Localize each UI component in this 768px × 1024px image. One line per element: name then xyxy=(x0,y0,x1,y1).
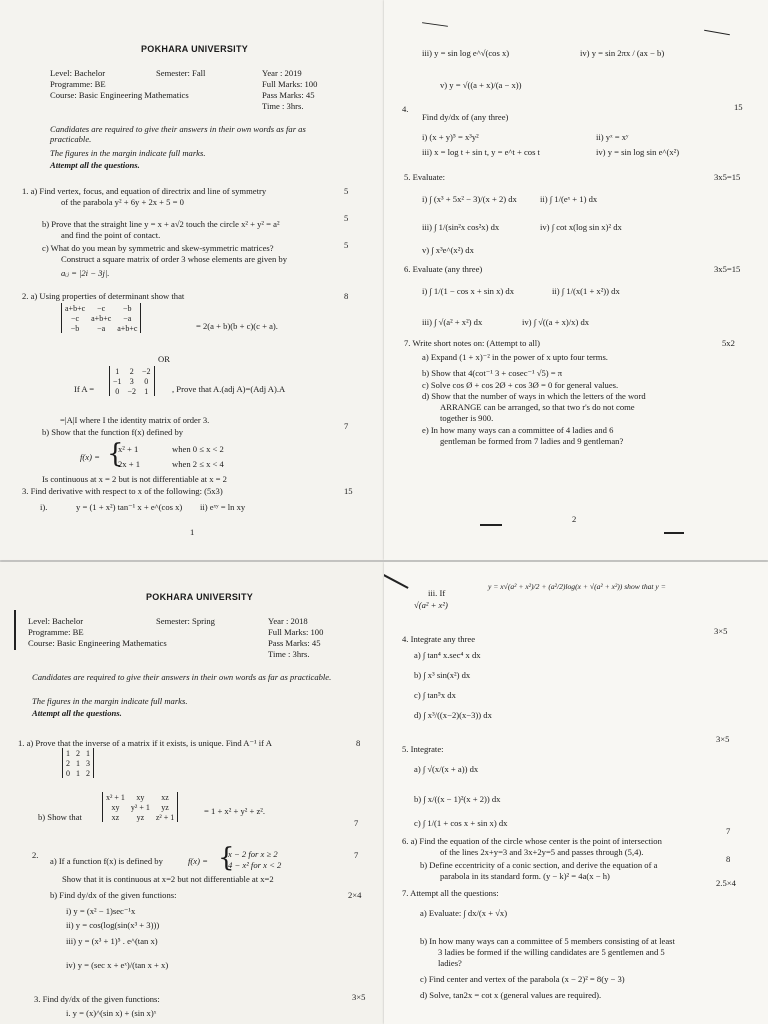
year-label: Year : 2018 xyxy=(268,616,308,626)
q5v-expr: v) ∫ x³e^(x²) dx xyxy=(422,245,474,255)
q4iv-expr: iv) y = sin log sin e^(x²) xyxy=(596,147,680,157)
instructions-3: Attempt all the questions. xyxy=(32,708,122,718)
instructions-3: Attempt all the questions. xyxy=(50,160,140,170)
determinant-rhs: = 2(a + b)(b + c)(c + a). xyxy=(196,321,278,331)
scan-mark xyxy=(14,610,16,650)
q5a-expr: a) ∫ √(x/(x + a)) dx xyxy=(414,764,479,774)
q7b-text: b) In how many ways can a committee of 5 members consisting of at least xyxy=(420,936,675,946)
q6iv-expr: iv) ∫ √((a + x)/x) dx xyxy=(522,317,590,327)
semester-label: Semester: Fall xyxy=(156,68,206,78)
q4ii-expr: ii) yˣ = xʸ xyxy=(596,132,629,142)
q3iii-expr-2: √(a² + x²) xyxy=(414,600,448,610)
determinant-cell: −a xyxy=(123,313,132,323)
university-title: POKHARA UNIVERSITY xyxy=(141,44,249,54)
scan-mark xyxy=(422,22,448,27)
determinant-row xyxy=(103,802,177,812)
determinant-cell: yz xyxy=(136,812,145,822)
marks-q1b: 7 xyxy=(354,818,359,828)
q6iii-expr: iii) ∫ √(a² + x²) dx xyxy=(422,317,483,327)
q5iii-expr: iii) ∫ 1/(sin²x cos²x) dx xyxy=(422,222,500,232)
fx-piece-2: 2x + 1 xyxy=(118,459,141,469)
determinant-cell: −c xyxy=(97,303,106,313)
q7a-text: a) Expand (1 + x)⁻² in the power of x upto four terms. xyxy=(422,352,608,362)
q7a-text: a) Evaluate: ∫ dx/(x + √x) xyxy=(420,908,508,918)
q4b-expr: b) ∫ x³ sin(x²) dx xyxy=(414,670,471,680)
full-marks-label: Full Marks: 100 xyxy=(268,627,324,637)
q3-text: 3. Find dy/dx of the given functions: xyxy=(34,994,160,1004)
matrix-cell: −1 xyxy=(113,376,122,386)
determinant-row xyxy=(103,792,177,802)
year-label: Year : 2019 xyxy=(262,68,302,78)
q1c-text-2: Construct a square matrix of order 3 whose elements are given by xyxy=(61,254,287,264)
q4a-expr: a) ∫ tan⁴ x.sec⁴ x dx xyxy=(414,650,481,660)
q7c-text: c) Solve cos Ø + cos 2Ø + cos 3Ø = 0 for general values. xyxy=(422,380,619,390)
q7b-text-2: 3 ladies be formed if the willing candidates are 5 gentlemen and 5 xyxy=(438,947,665,957)
marks-q4: 15 xyxy=(734,102,743,112)
matrix-a xyxy=(109,366,155,396)
marks-q6: 3x5=15 xyxy=(714,264,741,274)
course-label: Course: Basic Engineering Mathematics xyxy=(50,90,189,100)
q2a-text: 2. a) Using properties of determinant show that xyxy=(22,291,185,301)
q6b-text-2: parabola in its standard form. (y − k)² = 4a(x − h) xyxy=(440,871,610,881)
marks-q3: 3×5 xyxy=(352,992,366,1002)
instructions-1: Candidates are required to give their answers in their own words as far as practicable. xyxy=(50,124,306,144)
instructions-2: The figures in the margin indicate full marks. xyxy=(32,696,188,706)
q2-number: 2. xyxy=(32,850,39,860)
identity-text: =|A|I where I the identity matrix of order 3. xyxy=(60,415,210,425)
q2b-text: b) Show that the function f(x) defined by xyxy=(42,427,184,437)
pass-marks-label: Pass Marks: 45 xyxy=(268,638,321,648)
q1a-text-2: of the parabola y² + 6y + 2x + 5 = 0 xyxy=(61,197,184,207)
q3i-expr: i. y = (x)^(sin x) + (sin x)ˣ xyxy=(66,1008,157,1018)
q3v-expr: v) y = √((a + x)/(a − x)) xyxy=(440,80,522,90)
q1b-text: b) Prove that the straight line y = x + a√2 touch the circle x² + y² = a² xyxy=(42,219,280,229)
q3iv-expr: iv) y = sin 2πx / (ax − b) xyxy=(580,48,665,58)
determinant-cell: z² + 1 xyxy=(155,812,175,822)
q7c-text: c) Find center and vertex of the parabola (x − 2)² = 8(y − 3) xyxy=(420,974,625,984)
fx-label: f(x) = xyxy=(80,452,100,462)
matrix-cell: −2 xyxy=(142,366,151,376)
fx-label: f(x) = xyxy=(188,856,208,866)
marks-q6a: 7 xyxy=(726,826,731,836)
matrix-row xyxy=(63,768,93,778)
q4i-expr: i) (x + y)⁵ = x³y² xyxy=(422,132,479,142)
q7d-text: d) Solve, tan2x = cot x (general values are required). xyxy=(420,990,602,1000)
q2biii-expr: iii) y = (x³ + 1)⁵ . e^(tan x) xyxy=(66,936,158,946)
q5-text: 5. Integrate: xyxy=(402,744,444,754)
q6i-expr: i) ∫ 1/(1 − cos x + sin x) dx xyxy=(422,286,515,296)
q2bii-expr: ii) y = cos(log(sin(x³ + 3))) xyxy=(66,920,160,930)
determinant-q2a xyxy=(61,303,141,333)
q4-text: Find dy/dx of (any three) xyxy=(422,112,509,122)
determinant-cell: x² + 1 xyxy=(106,792,125,802)
q7b-text: b) Show that 4(cot⁻¹ 3 + cosec⁻¹ √5) = π xyxy=(422,368,563,378)
marks-q5: 3x5=15 xyxy=(714,172,741,182)
exam-page-2018-page2 xyxy=(384,562,768,1024)
matrix-row xyxy=(63,758,93,768)
q4d-expr: d) ∫ x³/((x−2)(x−3)) dx xyxy=(414,710,492,720)
matrix-cell: 2 xyxy=(76,748,80,758)
determinant-cell: −c xyxy=(71,313,80,323)
determinant-row xyxy=(62,313,140,323)
time-label: Time : 3hrs. xyxy=(262,101,304,111)
matrix-cell: 3 xyxy=(129,376,134,386)
q3i-label: i). xyxy=(40,502,48,512)
instructions-2: The figures in the margin indicate full marks. xyxy=(50,148,206,158)
q6ii-expr: ii) ∫ 1/(x(1 + x²)) dx xyxy=(552,286,620,296)
determinant-cell: −b xyxy=(123,303,132,313)
matrix-cell: 1 xyxy=(115,366,120,376)
marks-q2a: 8 xyxy=(344,291,349,301)
scan-mark xyxy=(384,573,409,588)
q7-text: 7. Write short notes on: (Attempt to all) xyxy=(404,338,541,348)
determinant-row xyxy=(62,303,140,313)
determinant-cell: a+b+c xyxy=(117,323,138,333)
q4-text: 4. Integrate any three xyxy=(402,634,476,644)
matrix-cell: 1 xyxy=(66,748,70,758)
matrix-cell: 0 xyxy=(66,768,70,778)
marks-q3: 15 xyxy=(344,486,353,496)
matrix-cell: 2 xyxy=(86,768,90,778)
q1c-text-3: aᵢⱼ = |2i − 3j|. xyxy=(61,268,110,278)
q1b-text: b) Show that xyxy=(38,812,82,822)
q4-number: 4. xyxy=(402,104,409,114)
determinant-cell: −a xyxy=(97,323,106,333)
matrix-row xyxy=(110,386,154,396)
q5c-expr: c) ∫ 1/(1 + cos x + sin x) dx xyxy=(414,818,508,828)
course-label: Course: Basic Engineering Mathematics xyxy=(28,638,167,648)
scan-mark xyxy=(664,532,684,534)
q3ii-expr: ii) eˣʸ = ln xy xyxy=(200,502,246,512)
semester-label: Semester: Spring xyxy=(156,616,215,626)
marks-q4: 3×5 xyxy=(714,626,728,636)
q2bi-expr: i) y = (x² − 1)sec⁻¹x xyxy=(66,906,136,916)
q7d-text: d) Show that the number of ways in which the letters of the word xyxy=(422,391,646,401)
full-marks-label: Full Marks: 100 xyxy=(262,79,318,89)
matrix-cell: 1 xyxy=(76,768,80,778)
marks-q7: 2.5×4 xyxy=(716,878,736,888)
marks-q2b: 7 xyxy=(344,421,349,431)
determinant-cell: xy xyxy=(111,802,120,812)
programme-label: Programme: BE xyxy=(50,79,106,89)
marks-q1a: 5 xyxy=(344,186,349,196)
pass-marks-label: Pass Marks: 45 xyxy=(262,90,315,100)
fx-cond-1: when 0 ≤ x < 2 xyxy=(172,444,224,454)
q2biv-expr: iv) y = (sec x + eˣ)/(tan x + x) xyxy=(66,960,169,970)
scan-mark xyxy=(480,524,502,526)
marks-q1c: 5 xyxy=(344,240,349,250)
marks-q1a: 8 xyxy=(356,738,361,748)
matrix-cell: 3 xyxy=(86,758,90,768)
q1a-text: 1. a) Prove that the inverse of a matrix if it exists, is unique. Find A⁻¹ if A xyxy=(18,738,272,748)
programme-label: Programme: BE xyxy=(28,627,84,637)
q3iii-expr: iii) y = sin log e^√(cos x) xyxy=(422,48,510,58)
matrix-cell: 0 xyxy=(115,386,120,396)
level-label: Level: Bachelor xyxy=(50,68,106,78)
determinant-rhs: = 1 + x² + y² + z². xyxy=(204,806,266,816)
determinant-row xyxy=(62,323,140,333)
determinant-cell: a+b+c xyxy=(65,303,86,313)
matrix-row xyxy=(63,748,93,758)
determinant-cell: xz xyxy=(161,792,169,802)
q7d-text-3: together is 900. xyxy=(440,413,494,423)
marks-q5: 3×5 xyxy=(716,734,730,744)
q5ii-expr: ii) ∫ 1/(eˣ + 1) dx xyxy=(540,194,598,204)
or-label: OR xyxy=(158,354,170,364)
matrix-a xyxy=(62,748,94,778)
determinant-q1b xyxy=(102,792,178,822)
q7e-text-2: gentleman be formed from 7 ladies and 9 gentleman? xyxy=(440,436,624,446)
determinant-cell: −b xyxy=(70,323,80,333)
page-number: 2 xyxy=(572,514,577,524)
q1a-text: 1. a) Find vertex, focus, and equation of directrix and line of symmetry xyxy=(22,186,267,196)
q3iii-label: iii. If xyxy=(428,588,446,598)
matrix-row xyxy=(110,366,154,376)
q6-text: 6. Evaluate (any three) xyxy=(404,264,483,274)
q5b-expr: b) ∫ x/((x − 1)²(x + 2)) dx xyxy=(414,794,501,804)
determinant-cell: xy xyxy=(136,792,145,802)
piecewise-brace: { xyxy=(218,843,235,873)
time-label: Time : 3hrs. xyxy=(268,649,310,659)
if-a-label: If A = xyxy=(74,384,95,394)
marks-q6b: 8 xyxy=(726,854,731,864)
page-number: 1 xyxy=(190,527,195,537)
matrix-cell: −2 xyxy=(127,386,137,396)
matrix-cell: 0 xyxy=(144,376,149,386)
fx-piece-2: 4 − x² for x < 2 xyxy=(228,860,282,870)
q5i-expr: i) ∫ (x³ + 5x² − 3)/(x + 2) dx xyxy=(422,194,517,204)
matrix-cell: 1 xyxy=(76,758,80,768)
marks-q7: 5x2 xyxy=(722,338,735,348)
q3i-expr: y = (1 + x²) tan⁻¹ x + e^(cos x) xyxy=(76,502,183,512)
q5-text: 5. Evaluate: xyxy=(404,172,446,182)
fx-piece-1: x − 2 for x ≥ 2 xyxy=(228,849,278,859)
marks-q2b: 2×4 xyxy=(348,890,362,900)
university-title: POKHARA UNIVERSITY xyxy=(146,592,254,602)
marks-q1b: 5 xyxy=(344,213,349,223)
q7-text: 7. Attempt all the questions: xyxy=(402,888,499,898)
q6a-text: 6. a) Find the equation of the circle whose center is the point of intersection xyxy=(402,836,662,846)
exam-page-2018-page1 xyxy=(0,562,384,1024)
scan-mark xyxy=(704,30,730,35)
exam-page-2019-page2 xyxy=(384,0,768,560)
prove-adj-text: , Prove that A.(adj A)=(Adj A).A xyxy=(172,384,286,394)
determinant-cell: yz xyxy=(161,802,169,812)
level-label: Level: Bachelor xyxy=(28,616,84,626)
fx-cond-2: when 2 ≤ x < 4 xyxy=(172,459,224,469)
q1b-text-2: and find the point of contact. xyxy=(61,230,161,240)
q2a-text: a) If a function f(x) is defined by xyxy=(50,856,163,866)
determinant-cell: y² + 1 xyxy=(130,802,150,812)
q1c-text: c) What do you mean by symmetric and skew-symmetric matrices? xyxy=(42,243,274,253)
matrix-cell: 1 xyxy=(144,386,149,396)
q6a-text-2: of the lines 2x+y=3 and 3x+2y=5 and passes through (5,4). xyxy=(440,847,644,857)
matrix-cell: 2 xyxy=(66,758,70,768)
matrix-cell: 1 xyxy=(86,748,90,758)
fx-piece-1: x² + 1 xyxy=(118,444,139,454)
determinant-cell: xz xyxy=(111,812,120,822)
piecewise-brace: { xyxy=(107,439,124,469)
q7d-text-2: ARRANGE can be arranged, so that two r's do not come xyxy=(440,402,635,412)
q3-text: 3. Find derivative with respect to x of the following: (5x3) xyxy=(22,486,223,496)
q2b-text: b) Find dy/dx of the given functions: xyxy=(50,890,177,900)
determinant-cell: a+b+c xyxy=(91,313,112,323)
q5iv-expr: iv) ∫ cot x(log sin x)² dx xyxy=(540,222,622,232)
q6b-text: b) Define eccentricity of a conic section, and derive the equation of a xyxy=(420,860,658,870)
matrix-row xyxy=(110,376,154,386)
determinant-row xyxy=(103,812,177,822)
matrix-cell: 2 xyxy=(129,366,134,376)
q4iii-expr: iii) x = log t + sin t, y = e^t + cos t xyxy=(422,147,540,157)
marks-q2a: 7 xyxy=(354,850,359,860)
q7b-text-3: ladies? xyxy=(438,958,462,968)
q2a-end: Show that it is continuous at x=2 but not differentiable at x=2 xyxy=(62,874,274,884)
q3iii-expr: y = x√(a² + x²)/2 + (a²/2)log(x + √(a² + x²)) show that y = xyxy=(488,582,666,591)
q7e-text: e) In how many ways can a committee of 4 ladies and 6 xyxy=(422,425,614,435)
instructions-1: Candidates are required to give their answers in their own words as far as practicable. xyxy=(32,672,332,682)
q2b-end: Is continuous at x = 2 but is not differentiable at x = 2 xyxy=(42,474,227,484)
exam-page-2019-page1 xyxy=(0,0,384,560)
q4c-expr: c) ∫ tan⁵x dx xyxy=(414,690,456,700)
